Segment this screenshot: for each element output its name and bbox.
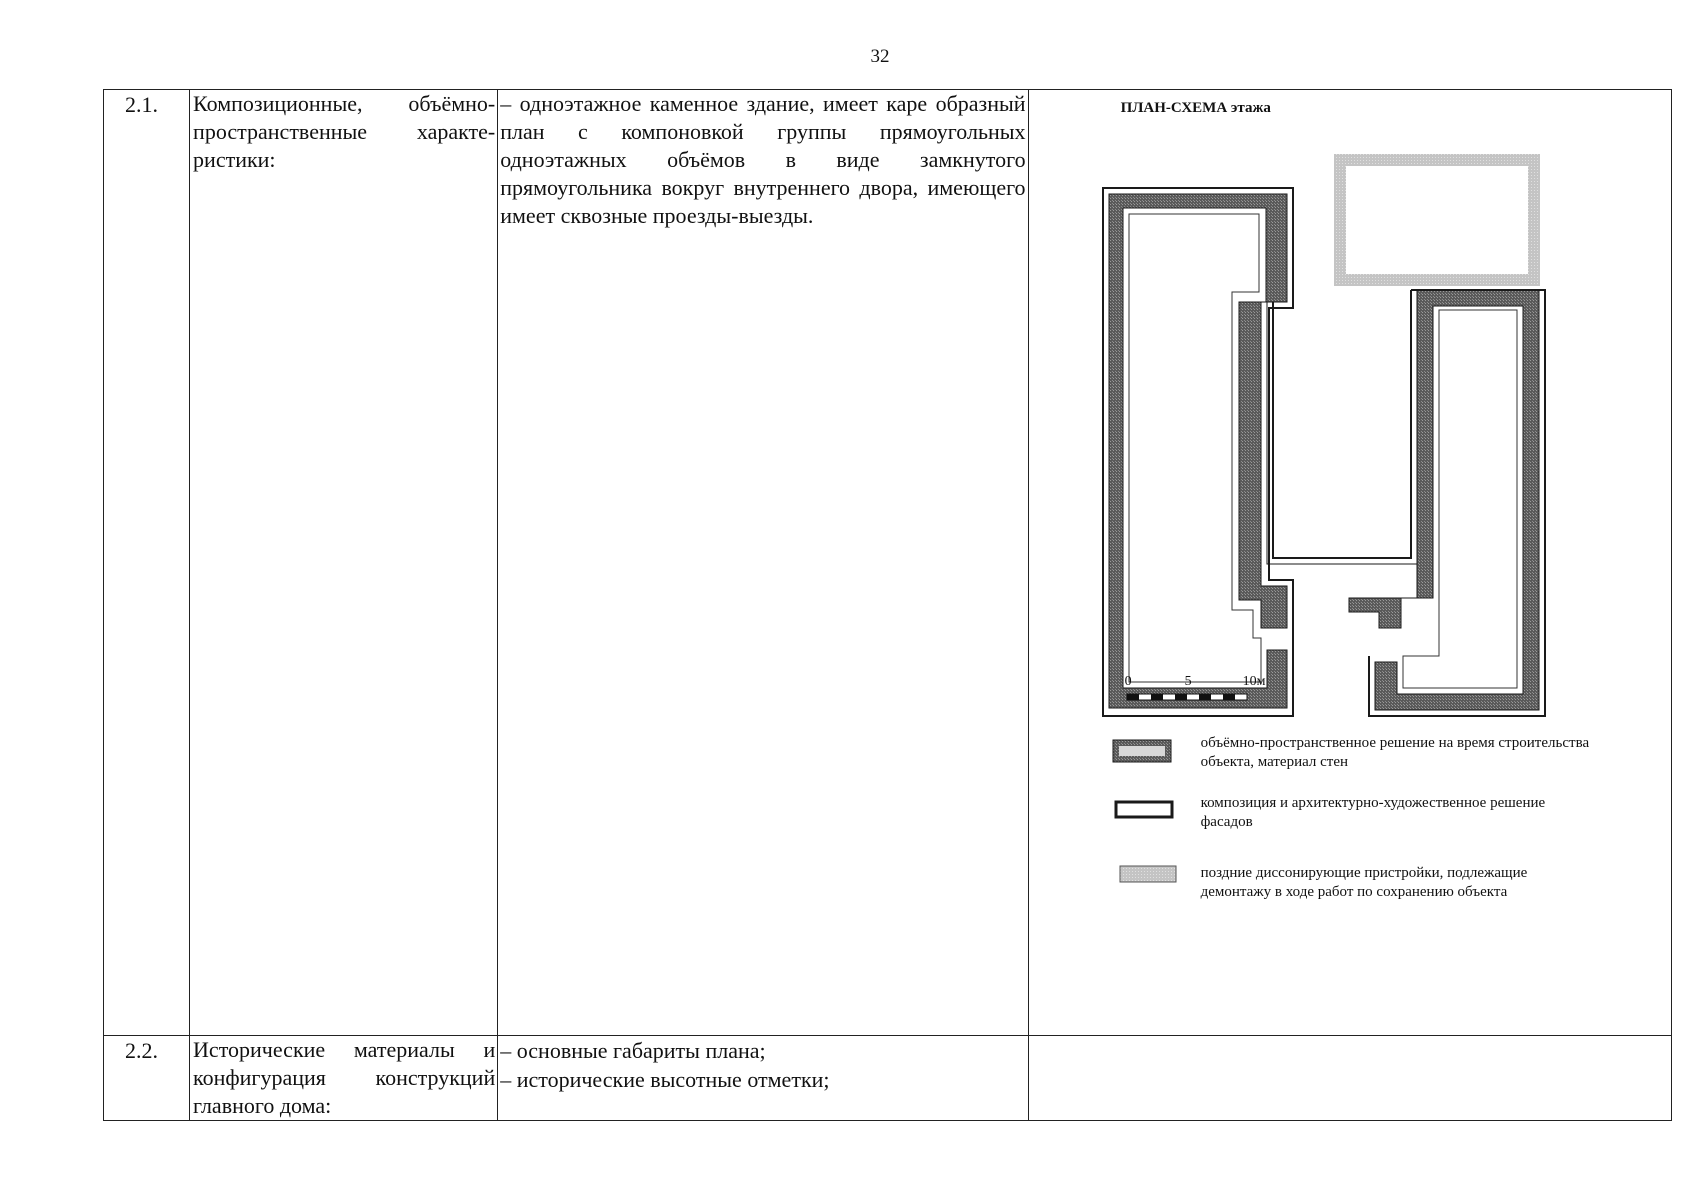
characteristic-description: – одноэтажное каменное здание, имеет каре образный план с компоновкой группы прямоугольных одноэтажных объёмов в виде замкнутого прямоугольника вокруг внутреннего двора, имеющего имеет сквозные проезды-выезды. <box>500 91 1026 228</box>
row-number-cell <box>104 90 190 1036</box>
legend-swatch-grey <box>1120 866 1176 882</box>
legend-text-original-structure: объёмно-пространственное решение на время строительства объекта, материал стен <box>1200 735 1590 770</box>
left-wing <box>1103 188 1293 716</box>
legend-swatch-hatched <box>1113 740 1171 762</box>
description-cell <box>498 90 1028 1036</box>
scale-bar <box>1127 694 1247 700</box>
legend-text-facades: композиция и архитектурно-художественное решение фасадов <box>1200 795 1546 830</box>
characteristic-name-cell <box>190 90 498 1036</box>
table-row <box>104 1036 1672 1121</box>
row-number-cell <box>104 1036 190 1121</box>
characteristics-table <box>103 89 1672 1121</box>
table-row <box>104 90 1672 1036</box>
list-item: – исторические высотные отметки; <box>500 1067 830 1092</box>
inner-courtyard <box>1267 290 1417 564</box>
description-cell <box>498 1036 1028 1121</box>
floor-plan-cell <box>1028 90 1671 1036</box>
scale-label-10: 10м <box>1242 674 1266 689</box>
empty-plan-cell <box>1028 1036 1671 1121</box>
row-number: 2.1. <box>125 92 159 117</box>
page-number: 32 <box>870 46 890 67</box>
legend-text-later-additions: поздние диссонирующие пристройки, подлежащие демонтажу в ходе работ по сохранению объекта <box>1200 865 1528 900</box>
characteristic-name-cell <box>190 1036 498 1121</box>
later-addition-block <box>1334 154 1540 286</box>
plan-title: ПЛАН-СХЕМА этажа <box>1120 100 1271 116</box>
list-item: – основные габариты плана; <box>500 1038 766 1063</box>
row-number: 2.2. <box>125 1038 159 1063</box>
scale-label-5: 5 <box>1184 674 1192 689</box>
characteristic-name: Композиционные, объёмно-пространственные характе-ристики: <box>193 91 496 172</box>
characteristic-name: Исторические материалы и конфигурация конструкций главного дома: <box>193 1037 496 1118</box>
right-wing <box>1349 290 1545 716</box>
scale-label-0: 0 <box>1124 674 1132 689</box>
legend-swatch-outline <box>1116 802 1172 817</box>
